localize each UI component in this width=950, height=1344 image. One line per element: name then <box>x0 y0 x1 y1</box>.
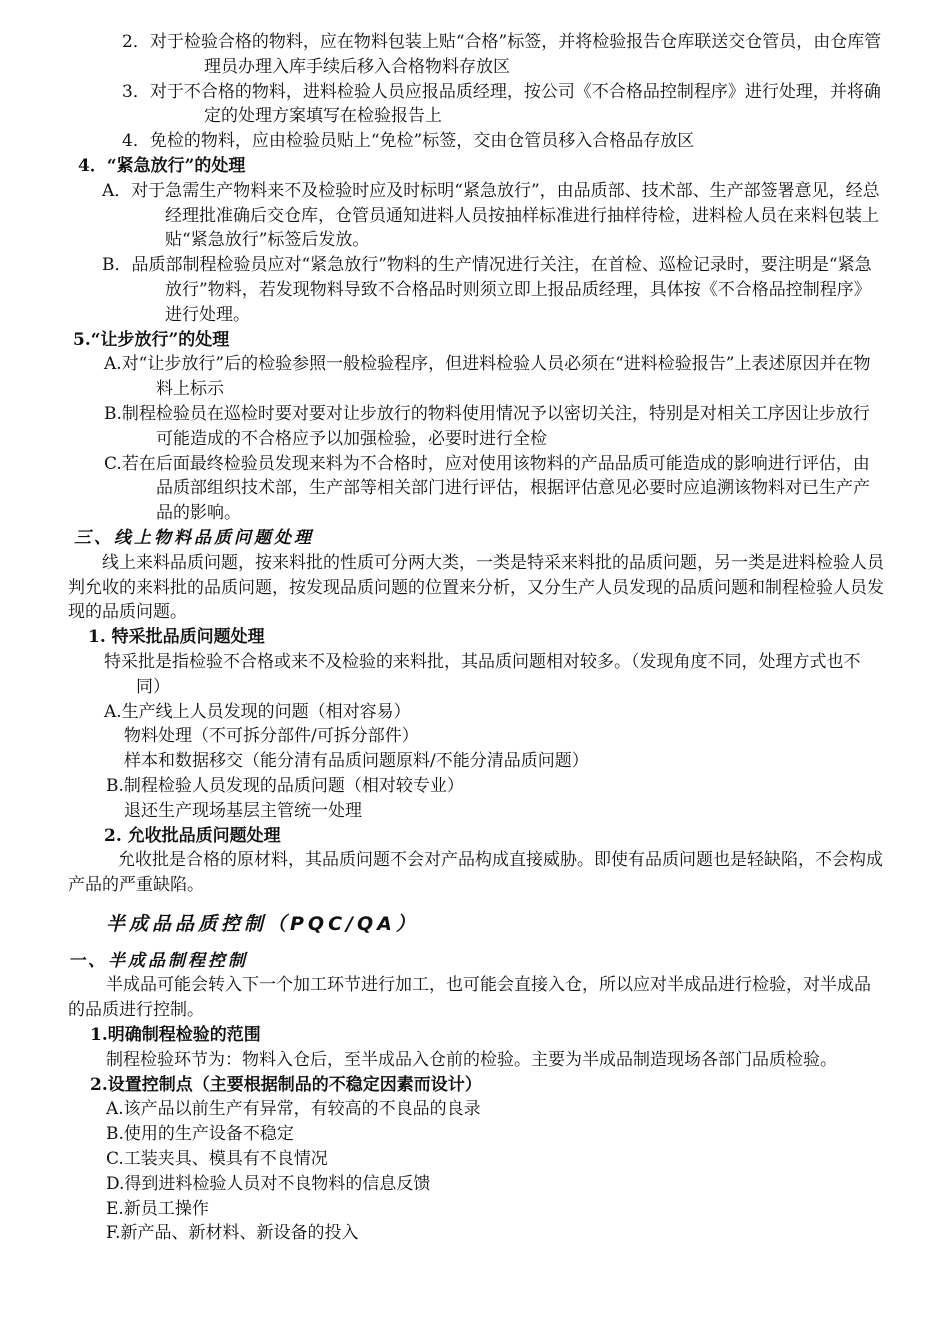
section-heading: 一、半成品制程控制 <box>68 950 248 971</box>
paragraph: 制程检验环节为：物料入仓后，至半成品入仓前的检验。主要为半成品制造现场各部门品质检验。 <box>106 1049 837 1070</box>
section-heading: 4．“紧急放行”的处理 <box>78 155 246 176</box>
list-item: A.生产线上人员发现的问题（相对容易） <box>104 701 411 722</box>
list-item: B.制程检验员在巡检时要对要对让步放行的物料使用情况予以密切关注，特别是对相关工序因让步放行可能造成的不合格应予以加强检验，必要时进行全检 <box>104 403 870 449</box>
list-item: 4．免检的物料，应由检验员贴上“免检”标签，交由仓管员移入合格品存放区 <box>122 131 695 152</box>
section-heading: 三、线上物料品质问题处理 <box>74 527 314 548</box>
list-item: A.对“让步放行”后的检验参照一般检验程序，但进料检验人员必须在“进料检验报告”上表述原因并在物料上标示 <box>104 354 871 400</box>
paragraph: 允收批是合格的原材料，其品质问题不会对产品构成直接威胁。即使有品质问题也是轻缺陷，不会构成产品的严重缺陷。 <box>68 850 883 896</box>
list-item: 物料处理（不可拆分部件/可拆分部件） <box>124 726 419 747</box>
paragraph: 半成品可能会转入下一个加工环节进行加工，也可能会直接入仓，所以应对半成品进行检验，对半成品的品质进行控制。 <box>68 975 871 1021</box>
subsection-heading: 2. 允收批品质问题处理 <box>104 825 281 846</box>
list-item: A.该产品以前生产有异常，有较高的不良品的良录 <box>106 1099 481 1120</box>
subsection-heading: 1. 特采批品质问题处理 <box>88 627 265 648</box>
list-item: 3．对于不合格的物料，进料检验人员应报品质经理，按公司《不合格品控制程序》进行处理，并将确定的处理方案填写在检验报告上 <box>122 81 881 127</box>
list-item: 退还生产现场基层主管统一处理 <box>124 800 362 821</box>
subsection-heading: 1.明确制程检验的范围 <box>90 1025 261 1046</box>
list-item: D.得到进料检验人员对不良物料的信息反馈 <box>106 1173 431 1194</box>
section-heading: 5.“让步放行”的处理 <box>73 329 230 350</box>
list-item: A．对于急需生产物料来不及检验时应及时标明“紧急放行”，由品质部、技术部、生产部签署意见，经总经理批准确后交仓库，仓管员通知进料人员按抽样标准进行抽样待检，进料检人员在来料包装上贴“紧急放行”标签后发放。 <box>102 180 880 251</box>
chapter-title: 半成品品质控制（PQC/QA） <box>106 912 419 935</box>
list-item: E.新员工操作 <box>106 1198 209 1219</box>
list-item: B.使用的生产设备不稳定 <box>106 1124 294 1145</box>
list-item: 样本和数据移交（能分清有品质问题原料/不能分清品质问题） <box>124 751 589 772</box>
paragraph: 特采批是指检验不合格或来不及检验的来料批，其品质问题相对较多。（发现角度不同，处理方式也不同） <box>104 651 861 697</box>
list-item: B．品质部制程检验员应对“紧急放行”物料的生产情况进行关注，在首检、巡检记录时，要注明是“紧急放行”物料，若发现物料导致不合格品时则须立即上报品质经理，具体按《不合格品控制程序》进行处理。 <box>102 255 872 325</box>
list-item: C.工装夹具、模具有不良情况 <box>106 1149 328 1170</box>
document-page <box>68 30 884 1246</box>
list-item: C.若在后面最终检验员发现来料为不合格时，应对使用该物料的产品品质可能造成的影响进行评估，由品质部组织技术部，生产部等相关部门进行评估，根据评估意见必要时应追溯该物料对已生产产品的影响。 <box>104 453 870 524</box>
list-item: F.新产品、新材料、新设备的投入 <box>106 1223 359 1244</box>
list-item: 2．对于检验合格的物料，应在物料包装上贴“合格”标签，并将检验报告仓库联送交仓管员，由仓库管理员办理入库手续后移入合格物料存放区 <box>122 32 882 77</box>
subsection-heading: 2.设置控制点（主要根据制品的不稳定因素而设计） <box>90 1074 482 1095</box>
list-item: B.制程检验人员发现的品质问题（相对较专业） <box>106 775 464 796</box>
paragraph: 线上来料品质问题，按来料批的性质可分两大类，一类是特采来料批的品质问题，另一类是进料检验人员判允收的来料批的品质问题，按发现品质问题的位置来分析，又分生产人员发现的品质问题和制程检验人员发现的品质问题。 <box>68 552 884 623</box>
